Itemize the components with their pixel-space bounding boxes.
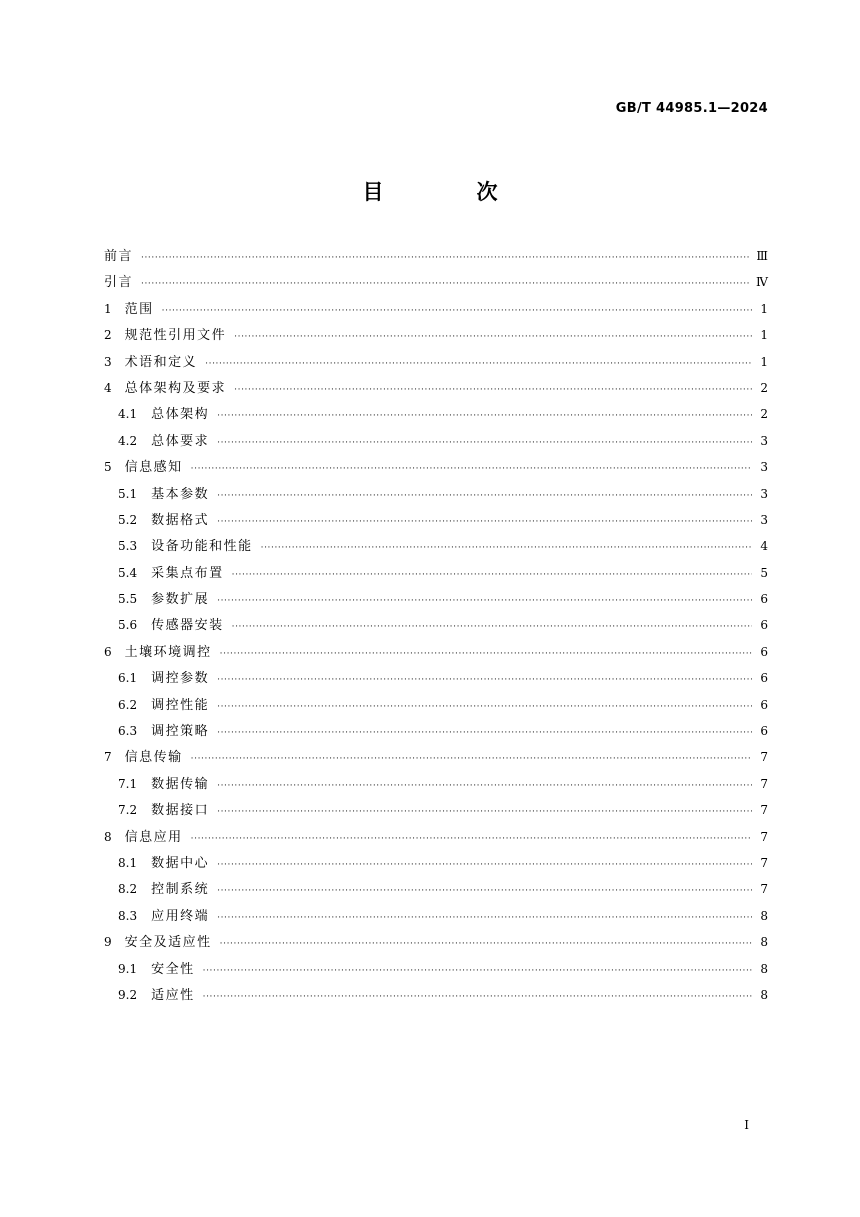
table-of-contents: [104, 243, 768, 1008]
dot-leader: [217, 720, 752, 746]
toc-entry-label: 应用终端: [151, 908, 210, 924]
toc-entry-label: 总体架构及要求: [124, 380, 227, 396]
toc-entry-label: 数据接口: [151, 803, 210, 819]
dot-leader: [191, 746, 752, 772]
dot-leader: [232, 614, 752, 640]
toc-entry-page: 3: [760, 486, 768, 501]
dot-leader: [217, 878, 752, 904]
toc-entry-page: 8: [760, 961, 768, 976]
toc-entry-number: 8.3: [118, 908, 138, 923]
toc-entry-label: 参数扩展: [151, 592, 210, 608]
toc-entry-page: 6: [760, 697, 768, 712]
dot-leader: [191, 456, 752, 482]
toc-entry[interactable]: [104, 507, 768, 533]
toc-entry[interactable]: [104, 824, 768, 850]
toc-entry-page: 8: [760, 935, 768, 950]
toc-entry-page: 6: [760, 592, 768, 607]
toc-entry-page: 7: [760, 803, 768, 818]
toc-entry[interactable]: [104, 269, 768, 295]
toc-entry[interactable]: [104, 454, 768, 480]
toc-entry-label: 范围: [124, 301, 154, 317]
toc-entry[interactable]: [104, 692, 768, 718]
toc-entry[interactable]: [104, 375, 768, 401]
toc-entry-number: 5.1: [118, 486, 138, 501]
toc-entry-page: 7: [760, 855, 768, 870]
toc-entry-label: 总体架构: [151, 407, 210, 423]
toc-entry[interactable]: [104, 771, 768, 797]
toc-entry-label: 安全性: [151, 961, 195, 977]
toc-entry[interactable]: [104, 665, 768, 691]
toc-entry-number: 2: [104, 328, 112, 343]
toc-entry[interactable]: [104, 929, 768, 955]
toc-entry-number: 5: [104, 460, 112, 475]
dot-leader: [217, 905, 752, 931]
toc-entry-page: 1: [760, 328, 768, 343]
toc-entry-label: 术语和定义: [124, 354, 198, 370]
page-title: 目 次: [362, 180, 534, 204]
dot-leader: [141, 271, 750, 297]
toc-entry-number: 6: [104, 644, 112, 659]
toc-entry-label: 适应性: [151, 987, 195, 1003]
toc-entry-number: 4.2: [118, 433, 138, 448]
toc-entry-page: 3: [760, 433, 768, 448]
toc-entry[interactable]: [104, 349, 768, 375]
toc-entry-number: 3: [104, 354, 112, 369]
toc-entry-label: 调控性能: [151, 697, 210, 713]
toc-entry-page: 2: [760, 380, 768, 395]
toc-entry[interactable]: [104, 956, 768, 982]
toc-entry-number: 5.3: [118, 539, 138, 554]
dot-leader: [220, 931, 752, 957]
toc-entry-page: 7: [760, 829, 768, 844]
dot-leader: [205, 351, 752, 377]
dot-leader: [261, 535, 752, 561]
dot-leader: [217, 483, 752, 509]
toc-entry-page: 6: [760, 644, 768, 659]
toc-entry-page: 5: [760, 565, 768, 580]
dot-leader: [203, 984, 752, 1010]
toc-entry-page: 6: [760, 671, 768, 686]
dot-leader: [217, 852, 752, 878]
toc-entry-label: 前言: [104, 249, 134, 264]
toc-entry-page: 2: [760, 407, 768, 422]
dot-leader: [217, 694, 752, 720]
toc-entry-number: 6.1: [118, 671, 138, 686]
toc-entry-number: 9.2: [118, 987, 138, 1002]
toc-entry[interactable]: [104, 718, 768, 744]
toc-entry-number: 8.2: [118, 882, 138, 897]
toc-entry-page: 7: [760, 750, 768, 765]
toc-entry-number: 7: [104, 750, 112, 765]
dot-leader: [217, 799, 752, 825]
toc-entry-page: 6: [760, 724, 768, 739]
toc-entry[interactable]: [104, 401, 768, 427]
toc-entry-label: 信息传输: [124, 750, 183, 766]
toc-entry-label: 采集点布置: [151, 565, 224, 581]
toc-entry[interactable]: [104, 850, 768, 876]
toc-entry[interactable]: [104, 428, 768, 454]
dot-leader: [141, 245, 750, 271]
toc-entry-number: 4: [104, 380, 112, 395]
dot-leader: [191, 826, 752, 852]
toc-entry[interactable]: [104, 612, 768, 638]
toc-entry-number: 1: [104, 301, 112, 316]
toc-entry[interactable]: [104, 586, 768, 612]
toc-entry-number: 8.1: [118, 855, 138, 870]
toc-entry[interactable]: [104, 982, 768, 1008]
toc-entry-page: 8: [760, 908, 768, 923]
toc-entry-label: 调控策略: [151, 724, 210, 740]
page-number: I: [744, 1118, 749, 1132]
toc-entry-number: 9.1: [118, 961, 138, 976]
toc-entry-page: 7: [760, 776, 768, 791]
dot-leader: [220, 641, 752, 667]
toc-entry-label: 基本参数: [151, 486, 210, 502]
toc-entry[interactable]: [104, 903, 768, 929]
toc-entry-label: 设备功能和性能: [151, 539, 253, 555]
toc-entry-number: 4.1: [118, 407, 138, 422]
toc-entry[interactable]: [104, 243, 768, 269]
dot-leader: [234, 324, 752, 350]
standard-code: GB/T 44985.1—2024: [615, 101, 768, 116]
toc-entry-page: 1: [760, 301, 768, 316]
toc-entry-label: 传感器安装: [151, 618, 224, 634]
toc-entry-number: 5.4: [118, 565, 138, 580]
dot-leader: [217, 403, 752, 429]
toc-entry[interactable]: [104, 322, 768, 348]
toc-entry-label: 数据中心: [151, 855, 210, 871]
toc-entry-number: 7.1: [118, 776, 138, 791]
dot-leader: [217, 773, 752, 799]
toc-entry-page: 3: [760, 512, 768, 527]
dot-leader: [217, 667, 752, 693]
toc-entry-label: 规范性引用文件: [124, 328, 227, 344]
dot-leader: [162, 298, 752, 324]
dot-leader: [217, 509, 752, 535]
toc-entry-number: 6.2: [118, 697, 138, 712]
toc-entry-label: 数据格式: [151, 512, 210, 528]
dot-leader: [234, 377, 752, 403]
toc-entry-page: 3: [760, 460, 768, 475]
toc-entry[interactable]: [104, 744, 768, 770]
toc-entry-label: 信息感知: [124, 460, 183, 476]
toc-entry[interactable]: [104, 296, 768, 322]
toc-entry-number: 5.2: [118, 512, 138, 527]
toc-entry-label: 土壤环境调控: [124, 644, 212, 660]
dot-leader: [203, 958, 752, 984]
toc-entry[interactable]: [104, 481, 768, 507]
toc-entry-page: 1: [760, 354, 768, 369]
toc-entry-label: 数据传输: [151, 776, 210, 792]
toc-entry-page: 8: [760, 987, 768, 1002]
toc-entry-number: 8: [104, 829, 112, 844]
toc-entry-page: 7: [760, 882, 768, 897]
toc-entry-label: 引言: [104, 275, 134, 291]
toc-entry-page: Ⅲ: [756, 249, 768, 263]
toc-entry-number: 5.5: [118, 592, 138, 607]
toc-entry-label: 安全及适应性: [124, 935, 212, 951]
toc-entry-label: 控制系统: [151, 882, 210, 898]
toc-entry-label: 总体要求: [151, 433, 210, 449]
toc-entry[interactable]: [104, 876, 768, 902]
toc-entry-label: 信息应用: [124, 829, 183, 845]
toc-entry-page: 4: [760, 539, 768, 554]
dot-leader: [217, 430, 752, 456]
toc-entry-number: 5.6: [118, 618, 138, 633]
dot-leader: [232, 562, 752, 588]
toc-entry-page: Ⅳ: [756, 275, 768, 290]
toc-entry[interactable]: [104, 533, 768, 559]
toc-entry[interactable]: [104, 639, 768, 665]
toc-entry[interactable]: [104, 560, 768, 586]
toc-entry-number: 7.2: [118, 803, 138, 818]
toc-entry-page: 6: [760, 618, 768, 633]
dot-leader: [217, 588, 752, 614]
toc-entry-label: 调控参数: [151, 671, 210, 687]
toc-entry-number: 9: [104, 935, 112, 950]
toc-entry-number: 6.3: [118, 724, 138, 739]
toc-entry[interactable]: [104, 797, 768, 823]
